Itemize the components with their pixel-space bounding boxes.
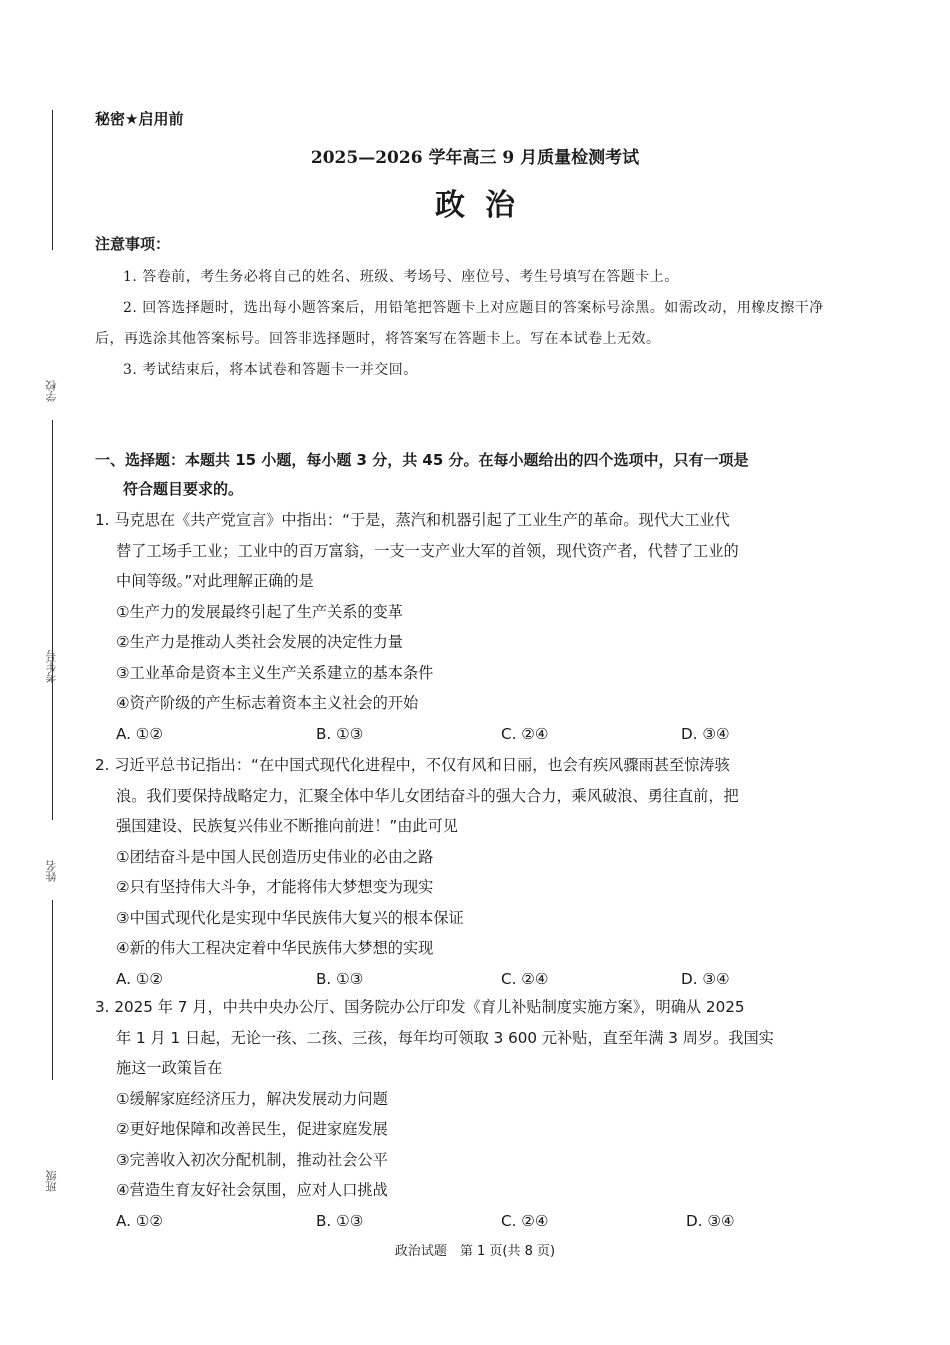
question-stem-line: 1. 马克思在《共产党宣言》中指出：“于是，蒸汽和机器引起了工业生产的革命。现代大工业代 bbox=[95, 511, 730, 529]
answer-choices bbox=[95, 1206, 835, 1237]
answer-choice-b: B. ①③ bbox=[316, 1211, 364, 1230]
question-option: ①团结奋斗是中国人民创造历史伟业的必由之路 bbox=[116, 847, 434, 866]
question-stem-line: 强国建设、民族复兴伟业不断推向前进！”由此可见 bbox=[116, 817, 458, 835]
question-stem-line: 3. 2025 年 7 月，中共中央办公厅、国务院办公厅印发《育儿补贴制度实施方案》，明确从 2025 bbox=[95, 998, 745, 1016]
notice-list bbox=[95, 262, 830, 386]
section-line-1: 一、选择题：本题共 15 小题，每小题 3 分，共 45 分。在每小题给出的四个选项中，只有一项是 bbox=[95, 451, 749, 469]
question-2 bbox=[95, 750, 835, 994]
answer-choice-d: D. ③④ bbox=[686, 1211, 735, 1230]
question-option: ④新的伟大工程决定着中华民族伟大梦想的实现 bbox=[116, 939, 434, 957]
answer-choice-d: D. ③④ bbox=[681, 969, 730, 988]
question-3 bbox=[95, 992, 835, 1236]
notice-item-3: 3. 考试结束后，将本试卷和答题卡一并交回。 bbox=[123, 362, 418, 378]
side-label-school: 学校 bbox=[45, 380, 58, 402]
question-option: ④营造生育友好社会氛围，应对人口挑战 bbox=[116, 1181, 388, 1199]
answer-choice-a: A. ①② bbox=[116, 1211, 164, 1230]
answer-choices bbox=[95, 964, 835, 995]
question-option: ③工业革命是资本主义生产关系建立的基本条件 bbox=[116, 663, 434, 682]
question-option: ②生产力是推动人类社会发展的决定性力量 bbox=[116, 633, 403, 651]
question-option: ③完善收入初次分配机制，推动社会公平 bbox=[116, 1150, 388, 1169]
answer-choice-b: B. ①③ bbox=[316, 724, 364, 743]
side-label-class: 班级 bbox=[45, 1170, 58, 1192]
question-stem-line: 中间等级。”对此理解正确的是 bbox=[116, 572, 314, 590]
answer-choice-a: A. ①② bbox=[116, 969, 164, 988]
question-option: ①生产力的发展最终引起了生产关系的变革 bbox=[116, 602, 403, 621]
question-stem-line: 年 1 月 1 日起，无论一孩、二孩、三孩，每年均可领取 3 600 元补贴，直至年满 3 周岁。我国实 bbox=[116, 1028, 774, 1047]
answer-choice-a: A. ①② bbox=[116, 724, 164, 743]
side-label-candidate-number: 考生号 bbox=[45, 650, 58, 683]
answer-choice-c: C. ②④ bbox=[501, 724, 549, 743]
notice-item-1: 1. 答卷前，考生务必将自己的姓名、班级、考场号、座位号、考生号填写在答题卡上。 bbox=[123, 269, 679, 285]
section-heading bbox=[95, 446, 835, 504]
question-option: ④资产阶级的产生标志着资本主义社会的开始 bbox=[116, 694, 419, 712]
question-stem-line: 浪。我们要保持战略定力，汇聚全体中华儿女团结奋斗的强大合力，乘风破浪、勇往直前，把 bbox=[116, 786, 739, 805]
notice-item-2: 2. 回答选择题时，选出每小题答案后，用铅笔把答题卡上对应题目的答案标号涂黑。如需改动，用橡皮擦干净后，再选涂其他答案标号。回答非选择题时，将答案写在答题卡上。写在本试卷上无效。 bbox=[95, 300, 824, 347]
page-footer: 政治试题 第 1 页(共 8 页) bbox=[394, 1244, 556, 1259]
binding-line-bottom bbox=[52, 900, 53, 1080]
section-line-2: 符合题目要求的。 bbox=[123, 480, 244, 498]
answer-choice-c: C. ②④ bbox=[501, 1211, 549, 1230]
question-option: ②只有坚持伟大斗争，才能将伟大梦想变为现实 bbox=[116, 878, 434, 896]
answer-choice-c: C. ②④ bbox=[501, 969, 549, 988]
secret-label: 秘密★启用前 bbox=[95, 110, 184, 128]
question-stem-line: 替了工场手工业；工业中的百万富翁，一支一支产业大军的首领，现代资产者，代替了工业的 bbox=[116, 541, 739, 560]
binding-line-middle bbox=[52, 420, 53, 820]
question-option: ②更好地保障和改善民生，促进家庭发展 bbox=[116, 1120, 388, 1138]
question-stem-line: 施这一政策旨在 bbox=[116, 1059, 223, 1077]
notice-heading: 注意事项： bbox=[95, 235, 171, 253]
answer-choice-d: D. ③④ bbox=[681, 724, 730, 743]
question-1 bbox=[95, 505, 835, 749]
question-option: ①缓解家庭经济压力，解决发展动力问题 bbox=[116, 1089, 388, 1108]
answer-choice-b: B. ①③ bbox=[316, 969, 364, 988]
exam-title: 2025—2026 学年高三 9 月质量检测考试 bbox=[310, 148, 640, 168]
question-option: ③中国式现代化是实现中华民族伟大复兴的根本保证 bbox=[116, 908, 464, 927]
question-stem-line: 2. 习近平总书记指出：“在中国式现代化进程中，不仅有风和日丽，也会有疾风骤雨甚至惊涛骇 bbox=[95, 756, 730, 774]
subject-title: 政治 bbox=[435, 188, 535, 223]
answer-choices bbox=[95, 719, 835, 750]
side-label-name: 姓名 bbox=[45, 860, 58, 882]
